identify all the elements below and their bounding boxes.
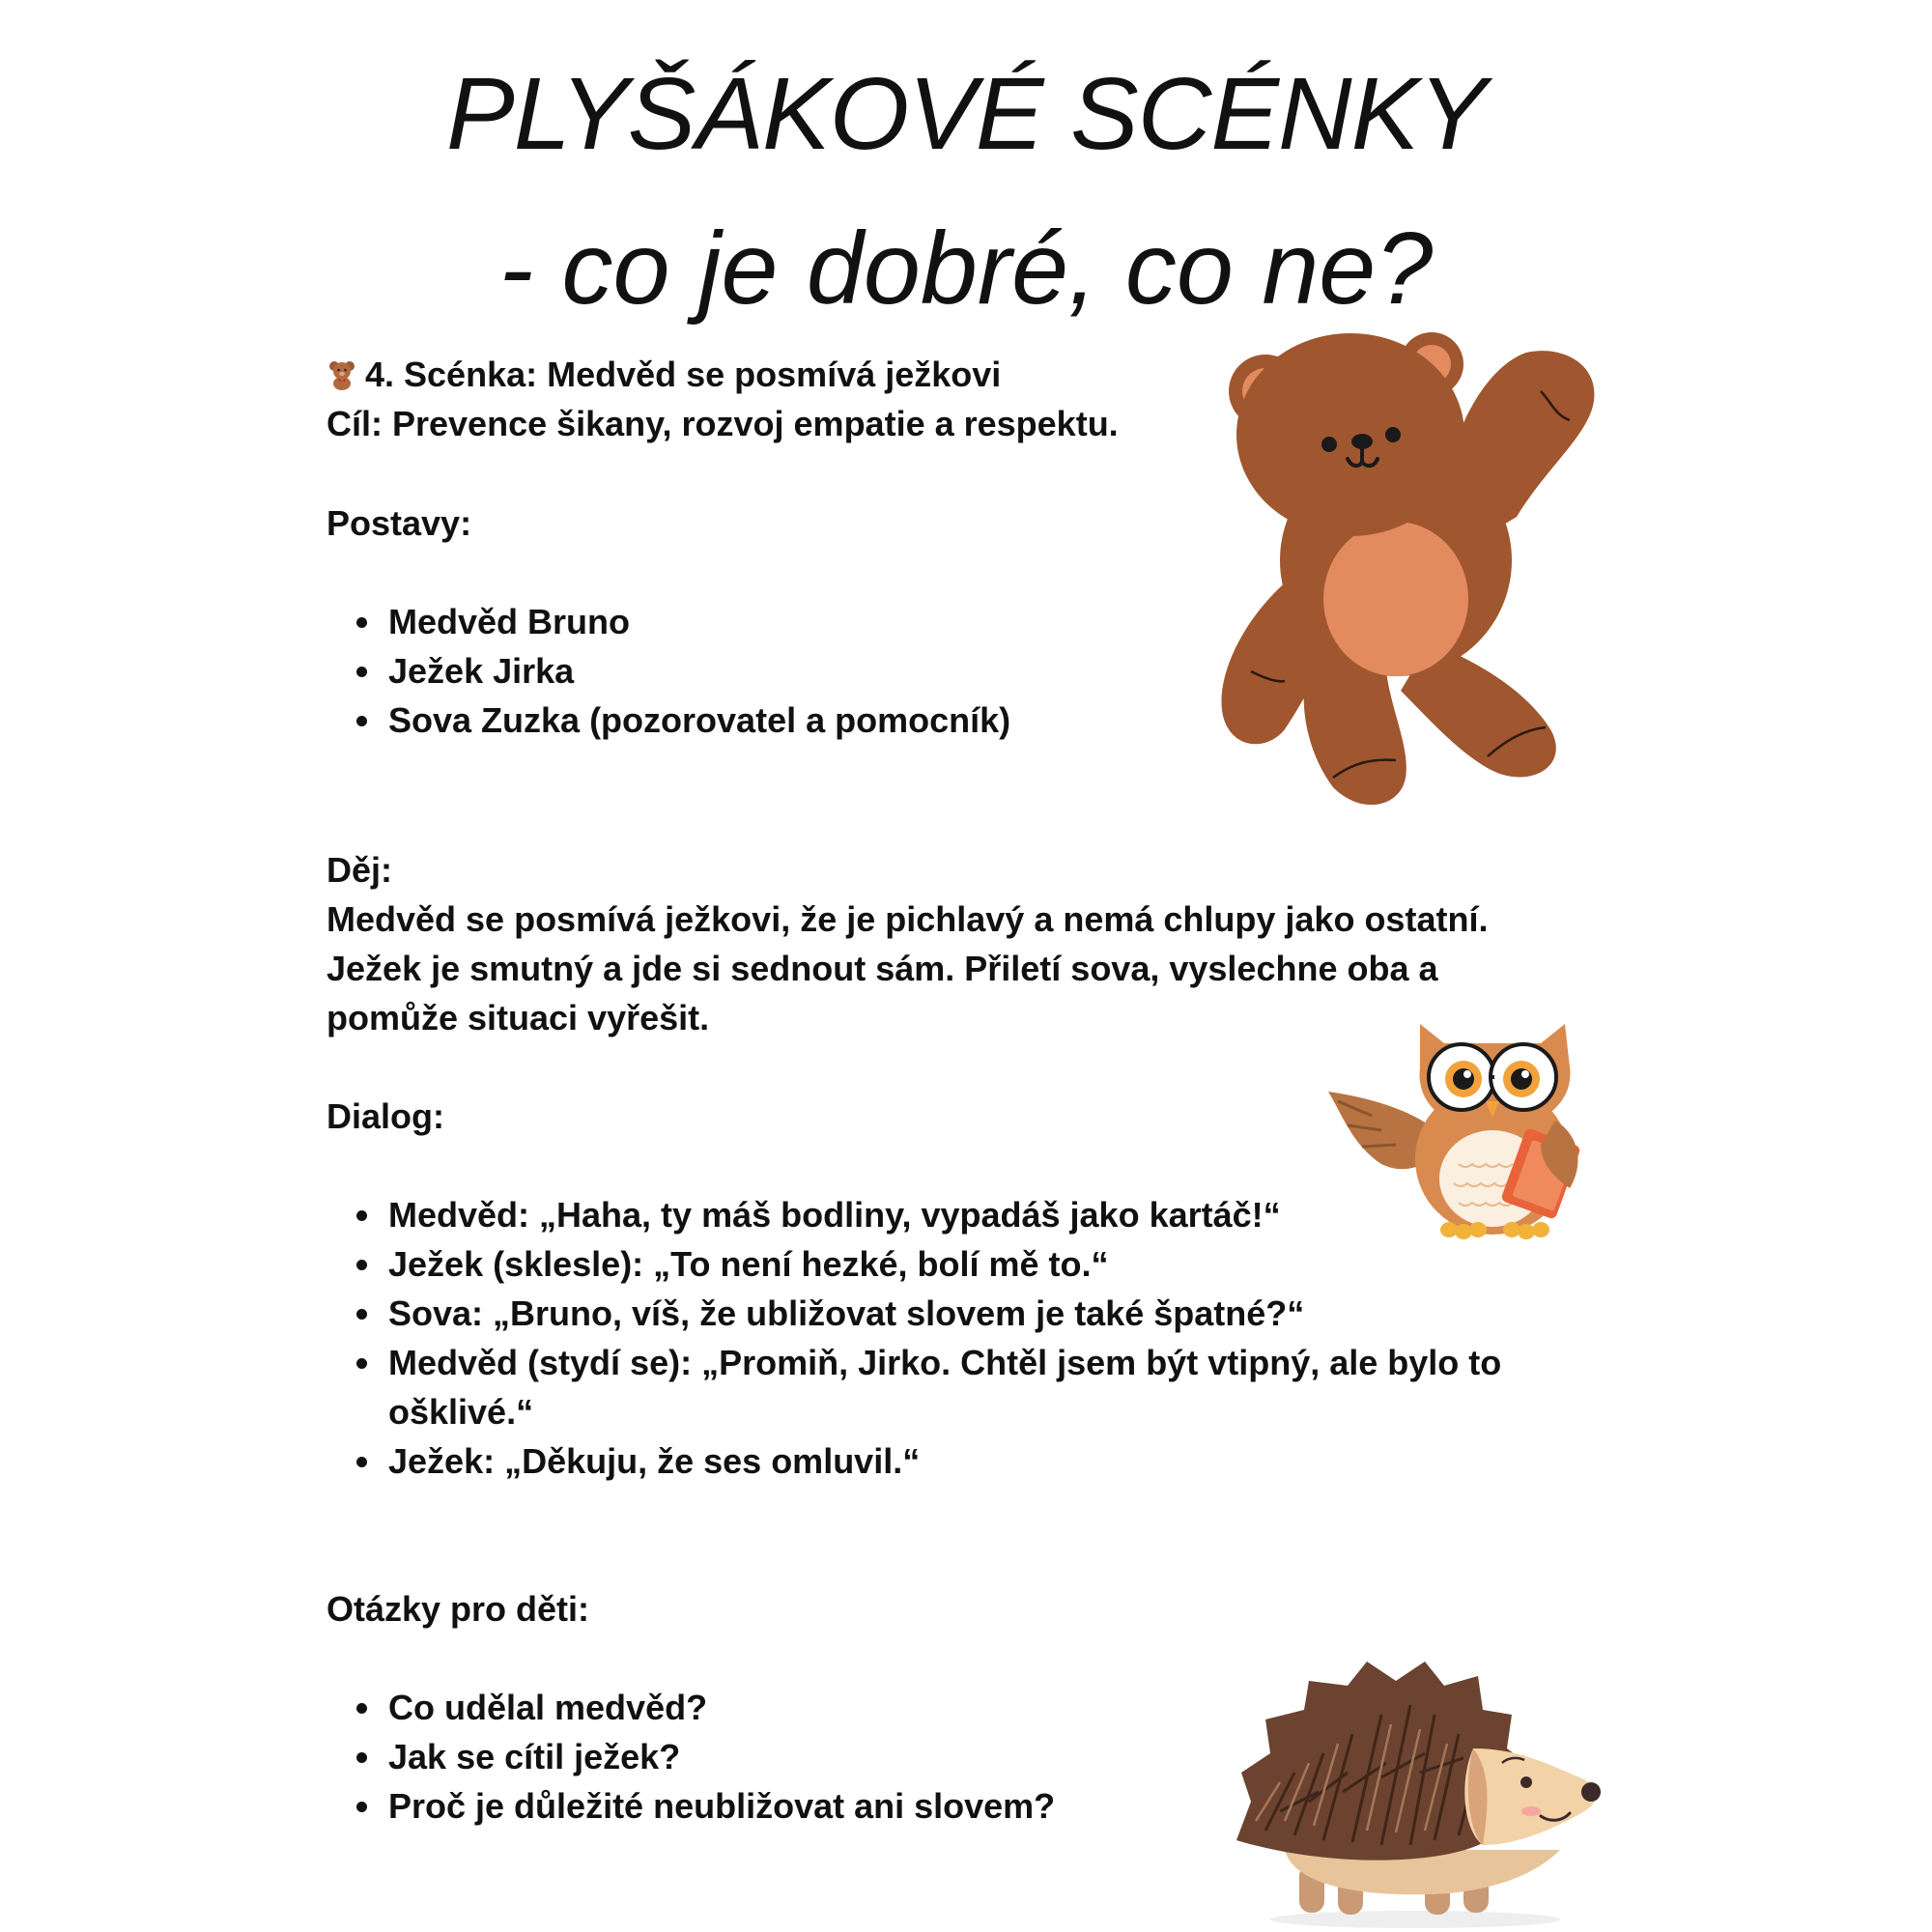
list-item: Ježek Jirka: [327, 646, 1010, 696]
scene-goal: Cíl: Prevence šikany, rozvoj empatie a respektu.: [327, 404, 1119, 443]
hedgehog-illustration: [1227, 1657, 1613, 1932]
list-item: Ježek (sklesle): „To není hezké, bolí mě to.“: [327, 1239, 1634, 1289]
list-item: Jak se cítil ježek?: [327, 1732, 1055, 1781]
page-subtitle: - co je dobré, co ne?: [498, 212, 1434, 326]
list-item: Medvěd (stydí se): „Promiň, Jirko. Chtěl jsem být vtipný, ale bylo to ošklivé.“: [327, 1338, 1634, 1436]
scene-heading-text: 4. Scénka: Medvěd se posmívá ježkovi: [365, 355, 1002, 394]
list-item: Co udělal medvěd?: [327, 1683, 1055, 1732]
list-item: Sova: „Bruno, víš, že ubližovat slovem je také špatné?“: [327, 1289, 1634, 1338]
plot-line: Medvěd se posmívá ježkovi, že je pichlavý a nemá chlupy jako ostatní.: [327, 899, 1489, 939]
characters-heading: Postavy:: [327, 503, 472, 543]
plot-text: [327, 895, 1488, 1042]
plot-line: Ježek je smutný a jde si sednout sám. Přiletí sova, vyslechne oba a: [327, 949, 1438, 988]
dialog-heading: Dialog:: [327, 1096, 444, 1136]
characters-list: [327, 597, 1010, 745]
list-item: Medvěd: „Haha, ty máš bodliny, vypadáš jako kartáč!“: [327, 1190, 1634, 1239]
list-item: Ježek: „Děkuju, že ses omluvil.“: [327, 1436, 1634, 1486]
plot-line: pomůže situaci vyřešit.: [327, 998, 710, 1037]
questions-heading: Otázky pro děti:: [327, 1589, 590, 1629]
scene-heading: [327, 350, 1001, 403]
page-title: PLYŠÁKOVÉ SCÉNKY: [446, 57, 1486, 171]
teddy-bear-illustration: [1208, 324, 1604, 807]
list-item: Medvěd Bruno: [327, 597, 1010, 646]
plot-heading: Děj:: [327, 850, 393, 890]
list-item: Sova Zuzka (pozorovatel a pomocník): [327, 696, 1010, 745]
owl-illustration: [1323, 1009, 1613, 1241]
teddy-bear-icon: [327, 354, 357, 403]
list-item: Proč je důležité neubližovat ani slovem?: [327, 1781, 1055, 1831]
questions-list: [327, 1683, 1055, 1831]
